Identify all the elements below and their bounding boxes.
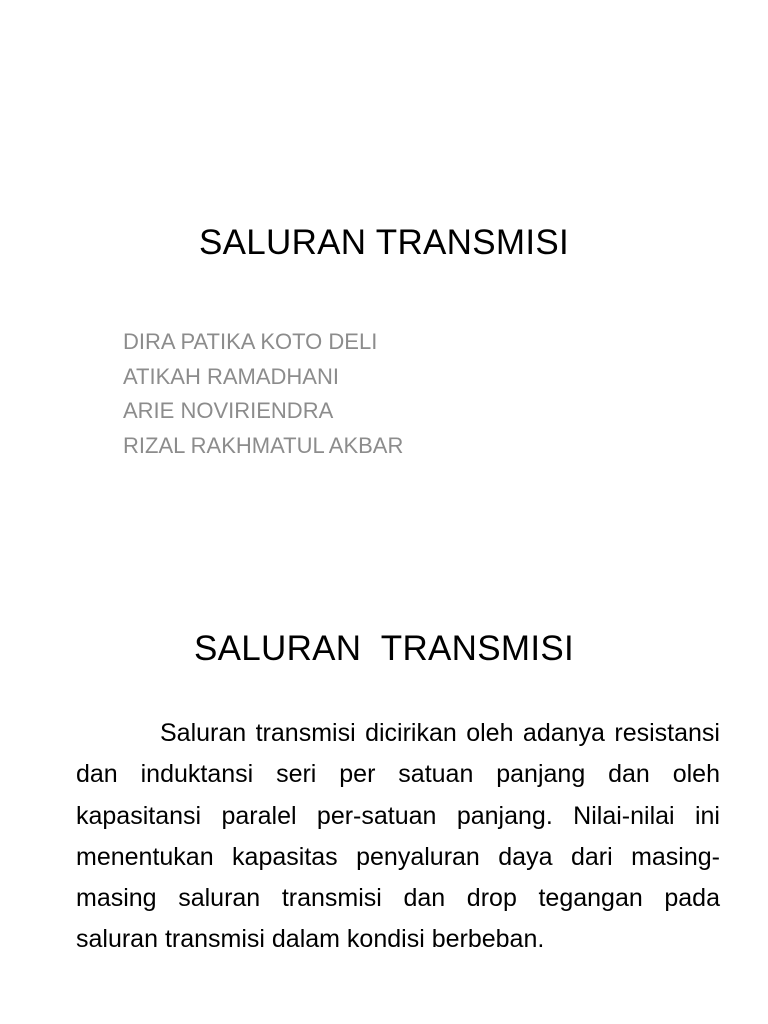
body-paragraph: Saluran transmisi dicirikan oleh adanya resistansi dan induktansi seri per satuan panjang dan oleh kapasitansi paralel per-satuan panjang. Nilai-nilai ini menentukan kapasitas penyaluran daya dari masing-masing saluran transmisi dan drop tegangan pada saluran transmisi dalam kondisi berbeban. [76,719,720,954]
slide-heading: SALURAN TRANSMISI [193,629,575,668]
author-name: RIZAL RAKHMATUL AKBAR [123,432,404,458]
slide-title: SALURAN TRANSMISI [198,223,570,262]
author-name: ATIKAH RAMADHANI [123,363,339,389]
author-name: ARIE NOVIRIENDRA [123,398,334,423]
content-slide [0,576,768,1024]
author-name: DIRA PATIKA KOTO DELI [123,329,378,354]
author-list [123,325,403,463]
